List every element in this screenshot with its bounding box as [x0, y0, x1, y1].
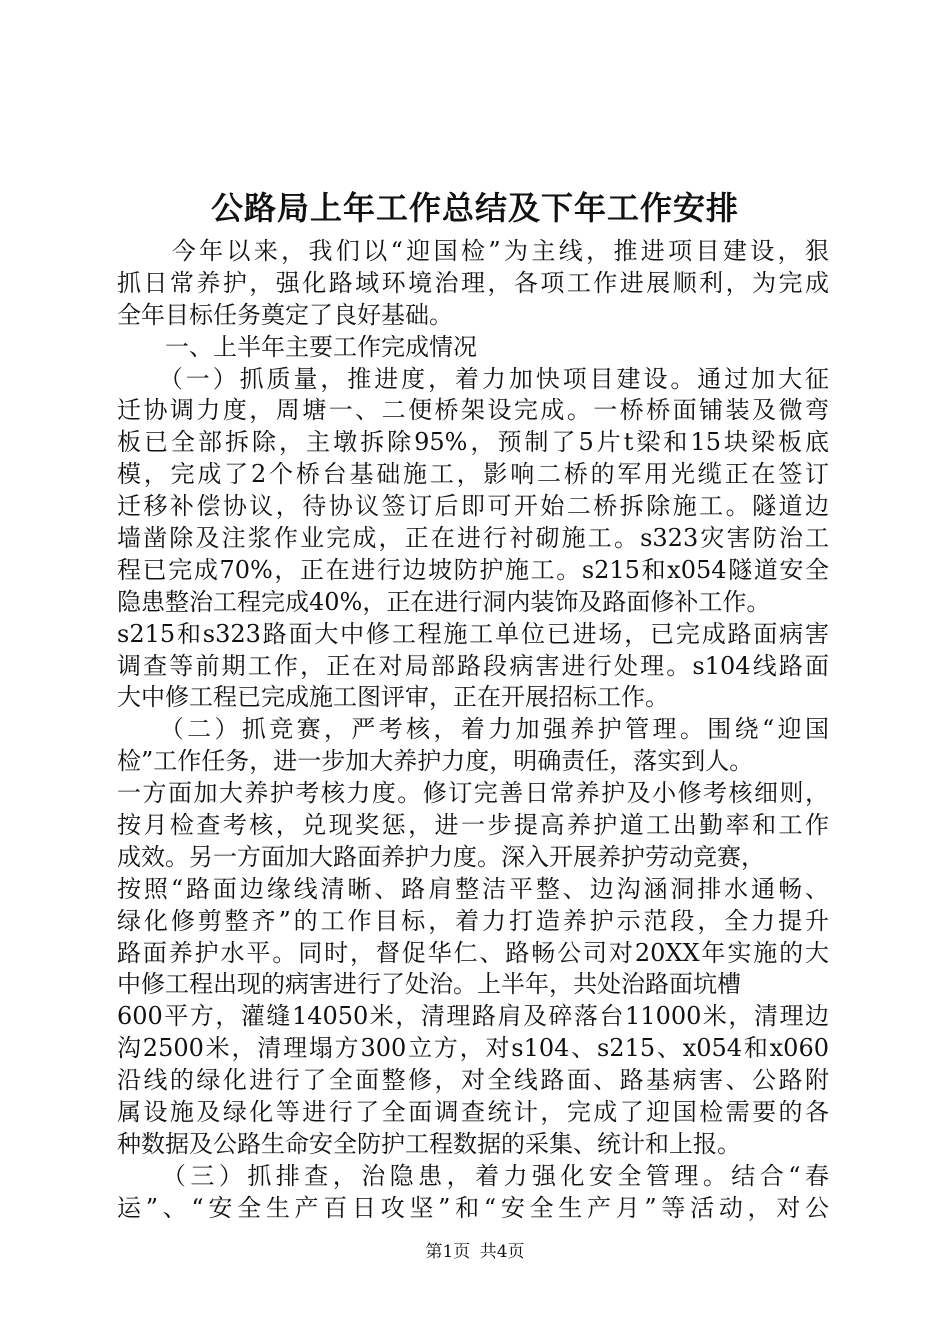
paragraph-line: 全年目标任务奠定了良好基础。 [117, 300, 453, 329]
paragraph-line: 种数据及公路生命安全防护工程数据的采集、统计和上报。 [117, 1129, 741, 1158]
paragraph-line: 属设施及绿化等进行了全面调查统计，完成了迎国检需要的各 [117, 1098, 829, 1127]
paragraph-line: 一方面加大养护考核力度。修订完善日常养护及小修考核细则， [117, 779, 829, 808]
paragraph-line: 抓日常养护，强化路域环境治理，各项工作进展顺利，为完成 [117, 268, 829, 297]
paragraph-line: 成效。另一方面加大路面养护力度。深入开展养护劳动竞赛， [117, 842, 765, 871]
paragraph-line: 迁协调力度，周塘一、二便桥架设完成。一桥桥面铺装及微弯 [117, 396, 829, 425]
paragraph-line: 运”、“安全生产百日攻坚”和“安全生产月”等活动，对公 [117, 1193, 829, 1222]
paragraph-line: 迁移补偿协议，待协议签订后即可开始二桥拆除施工。隧道边 [117, 492, 829, 521]
paragraph-line: 路面养护水平。同时，督促华仁、路畅公司对20XX年实施的大 [117, 938, 829, 967]
paragraph-line: 调查等前期工作，正在对局部路段病害进行处理。s104线路面 [117, 651, 829, 680]
paragraph-line: 按照“路面边缘线清晰、路肩整洁平整、边沟涵洞排水通畅、 [117, 874, 829, 903]
page-footer [0, 1240, 950, 1264]
paragraph-line: 沟2500米，清理塌方300立方，对s104、s215、x054和x060 [117, 1034, 829, 1063]
paragraph-line: 板已全部拆除，主墩拆除95%，预制了5片t梁和15块梁板底 [117, 428, 829, 457]
paragraph-line: 沿线的绿化进行了全面整修，对全线路面、路基病害、公路附 [117, 1066, 829, 1095]
paragraph-line: 模，完成了2个桥台基础施工，影响二桥的军用光缆正在签订 [117, 460, 829, 489]
document-title: 公路局上年工作总结及下年工作安排 [210, 189, 739, 227]
paragraph-line: 绿化修剪整齐”的工作目标，着力打造养护示范段，全力提升 [117, 906, 829, 935]
paragraph-line: （一）抓质量，推进度，着力加快项目建设。通过加大征 [117, 364, 829, 393]
paragraph-line: 大中修工程已完成施工图评审，正在开展招标工作。 [117, 683, 669, 712]
paragraph-line: s215和s323路面大中修工程施工单位已进场，已完成路面病害 [117, 619, 829, 648]
paragraph-line: 检”工作任务，进一步加大养护力度，明确责任，落实到人。 [117, 747, 754, 776]
paragraph-line: 隐患整治工程完成40%，正在进行洞内装饰及路面修补工作。 [117, 587, 771, 616]
paragraph-line: （三）抓排查，治隐患，着力强化安全管理。结合“春 [117, 1161, 829, 1190]
document-body [117, 236, 829, 1225]
paragraph-line: 一、上半年主要工作完成情况 [117, 332, 477, 361]
paragraph-line: 按月检查考核，兑现奖惩，进一步提高养护道工出勤率和工作 [117, 811, 829, 840]
paragraph-line: 今年以来，我们以“迎国检”为主线，推进项目建设，狠 [117, 237, 829, 265]
paragraph-line: 程已完成70%，正在进行边坡防护施工。s215和x054隧道安全 [117, 555, 829, 584]
page-number: 第1页 [425, 1242, 471, 1262]
paragraph-line: （二）抓竞赛，严考核，着力加强养护管理。围绕“迎国 [117, 715, 829, 744]
paragraph-line: 600平方，灌缝14050米，清理路肩及碎落台11000米，清理边 [117, 1002, 829, 1031]
paragraph-line: 墙凿除及注浆作业完成，正在进行衬砌施工。s323灾害防治工 [117, 524, 829, 553]
paragraph-line: 中修工程出现的病害进行了处治。上半年，共处治路面坑槽 [117, 970, 741, 999]
page-total: 共4页 [479, 1242, 525, 1262]
